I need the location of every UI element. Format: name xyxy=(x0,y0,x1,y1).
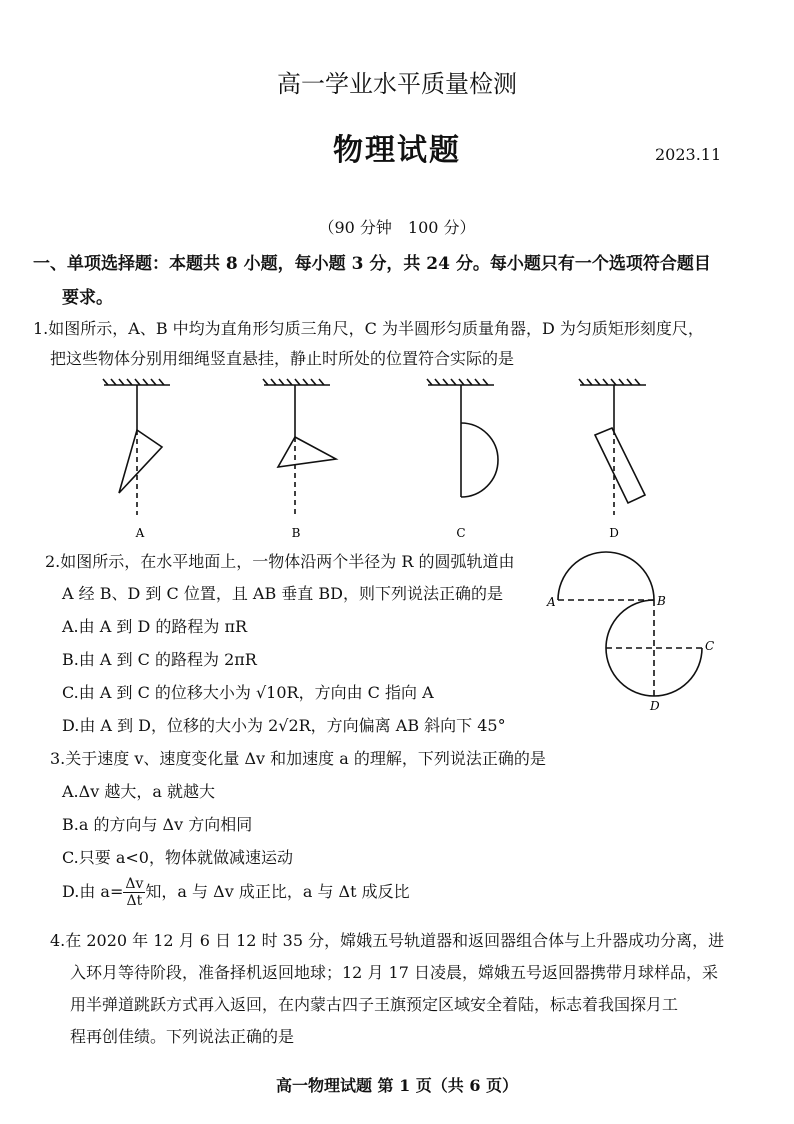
upper-arc xyxy=(558,552,654,600)
exam-date: 2023.11 xyxy=(655,145,722,164)
triangle-A xyxy=(119,430,162,493)
q1-line2: 把这些物体分别用细绳竖直悬挂，静止时所处的位置符合实际的是 xyxy=(50,349,515,368)
q3-option-a: A.Δv 越大，a 就越大 xyxy=(62,782,215,801)
exam-duration: （90 分钟 100 分） xyxy=(318,218,476,237)
q2-figure xyxy=(540,548,720,718)
q4-line2: 入环月等待阶段，准备择机返回地球；12 月 17 日凌晨，嫦娥五号返回器携带月球样品，采 xyxy=(70,963,718,982)
q1-figure xyxy=(90,375,690,545)
q3-fraction xyxy=(123,876,145,909)
exam-subject-title: 物理试题 xyxy=(333,133,461,168)
q2-line2: A 经 B、D 到 C 位置，且 AB 垂直 BD，则下列说法正确的是 xyxy=(62,584,503,603)
q2-option-a: A.由 A 到 D 的路程为 πR xyxy=(62,617,248,636)
section-heading-line2: 要求。 xyxy=(62,288,113,308)
point-a-label: A xyxy=(547,595,556,609)
section-heading-line1: 一、单项选择题：本题共 8 小题，每小题 3 分，共 24 分。每小题只有一个选项符合题目 xyxy=(33,254,711,274)
q3-option-b: B.a 的方向与 Δv 方向相同 xyxy=(62,815,253,834)
triangle-B xyxy=(278,437,336,467)
ceiling-A xyxy=(103,379,170,385)
q1-label-a: A xyxy=(135,526,145,540)
q1-label-b: B xyxy=(291,526,301,540)
exam-title: 高一学业水平质量检测 xyxy=(277,70,517,98)
q4-line4: 程再创佳绩。下列说法正确的是 xyxy=(70,1027,295,1046)
q3-option-d xyxy=(62,876,410,909)
point-d-label: D xyxy=(650,699,660,713)
q3-fraction-numerator: Δv xyxy=(125,876,144,892)
q2-option-d: D.由 A 到 D，位移的大小为 2√2R，方向偏离 AB 斜向下 45° xyxy=(62,716,506,735)
ceiling-D xyxy=(579,379,646,385)
q3-option-d-suffix: 知，a 与 Δv 成正比，a 与 Δt 成反比 xyxy=(145,882,410,901)
q3-option-c: C.只要 a<0，物体就做减速运动 xyxy=(62,848,293,867)
q1-label-c: C xyxy=(456,526,466,540)
q2-line1: 2.如图所示，在水平地面上，一物体沿两个半径为 R 的圆弧轨道由 xyxy=(45,552,515,571)
q1-line1: 1.如图所示，A、B 中均为直角形匀质三角尺，C 为半圆形匀质量角器，D 为匀质矩形刻度尺， xyxy=(33,319,704,338)
q3-stem: 3.关于速度 v、速度变化量 Δv 和加速度 a 的理解，下列说法正确的是 xyxy=(50,749,546,768)
q3-fraction-denominator: Δt xyxy=(126,893,143,909)
ceiling-B xyxy=(263,379,330,385)
rectangle-D xyxy=(595,428,645,503)
page-footer: 高一物理试题 第 1 页（共 6 页） xyxy=(275,1076,519,1095)
semicircle-C xyxy=(461,423,498,497)
ceiling-C xyxy=(427,379,494,385)
q3-option-d-prefix: D.由 a= xyxy=(62,882,124,901)
q4-line1: 4.在 2020 年 12 月 6 日 12 时 35 分，嫦娥五号轨道器和返回器组合体与上升器成功分离，进 xyxy=(50,931,725,950)
q4-line3: 用半弹道跳跃方式再入返回，在内蒙古四子王旗预定区域安全着陆，标志着我国探月工 xyxy=(70,995,679,1014)
point-b-label: B xyxy=(657,594,666,608)
q2-option-b: B.由 A 到 C 的路程为 2πR xyxy=(62,650,257,669)
q2-option-c: C.由 A 到 C 的位移大小为 √10R，方向由 C 指向 A xyxy=(62,683,434,702)
point-c-label: C xyxy=(705,639,715,653)
q1-label-d: D xyxy=(609,526,619,540)
